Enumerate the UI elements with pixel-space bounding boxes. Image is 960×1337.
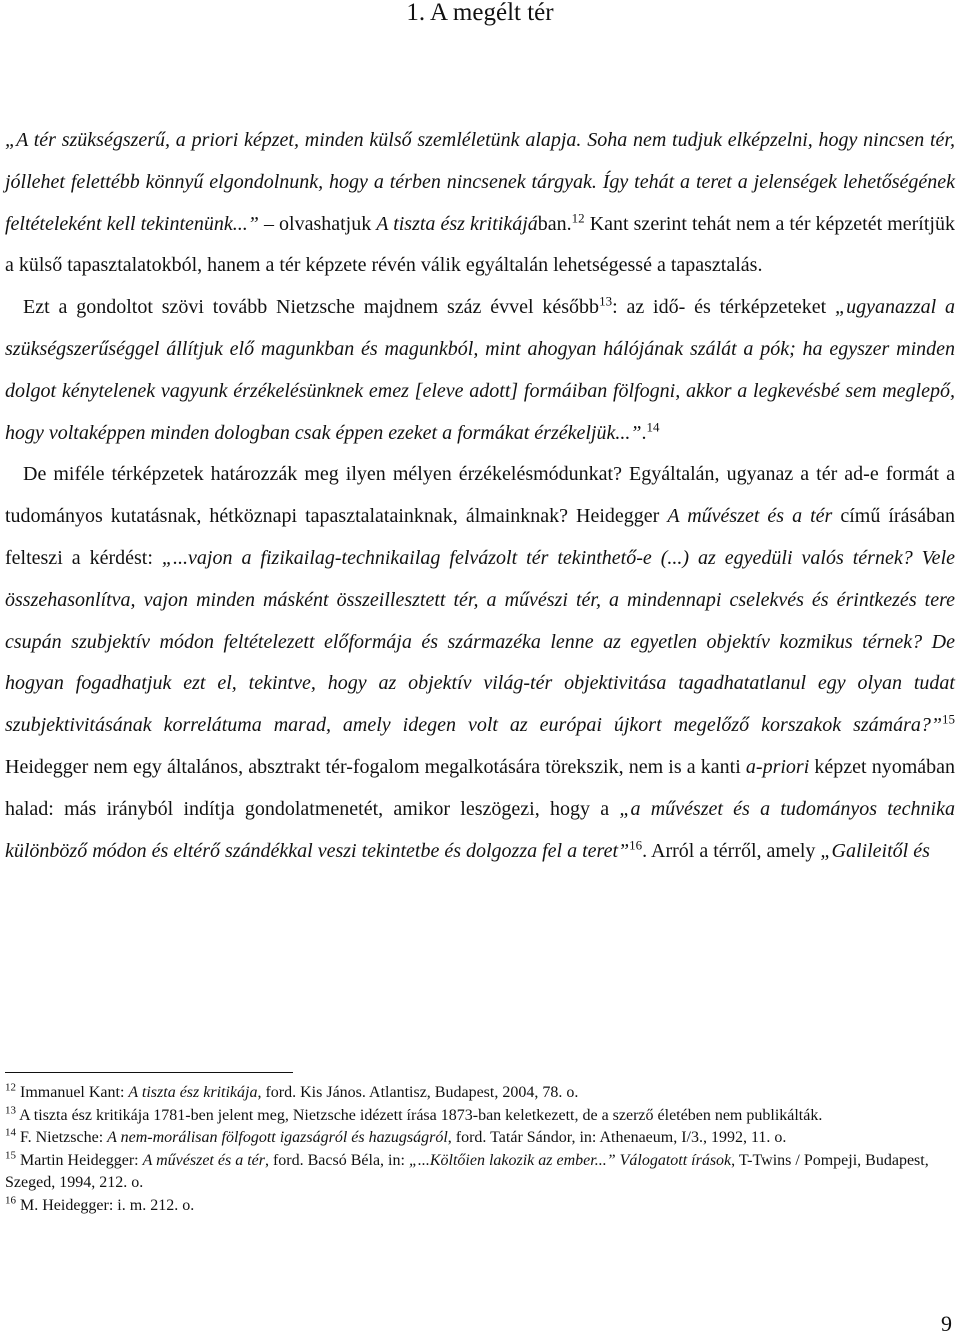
essay-title: A művészet és a tér [667, 505, 833, 528]
page-number: 9 [941, 1311, 952, 1336]
paragraph-2: Ezt a gondoltot szövi tovább Nietzsche majdnem száz évvel később$^{13}$: az idő- és térképzeteket „ugyanazzal a szükségszerűséggel állítjuk elő magunkban és magunkból, mint ahogyan hálójának szálát a pók; ha egyszer minden dolgot kénytelenek vagyunk érzékelésünknek emez [eleve adott] formáiban fölfogni, akkor a legkevésbé sem meglepő, hogy voltaképpen minden dologban csak éppen ezeket a formákat érzékeljük...”.$^{14}$ [5, 293, 956, 444]
main-text [5, 120, 955, 872]
footnote-12: $^{12}$ Immanuel Kant: A tiszta ész kritikája, ford. Kis János. Atlantisz, Budapest, 2004, 78. o. [5, 1081, 579, 1101]
footnote-separator [5, 1072, 293, 1073]
footnote-13: $^{13}$ A tiszta ész kritikája 1781-ben jelent meg, Nietzsche idézett írása 1873-ban keletkezett, de a szerző életében nem publikálták. [5, 1104, 823, 1124]
paragraph-1: „A tér szükségszerű, a priori képzet, minden külső szemléletünk alapja. Soha nem tudjuk elképzelni, hogy nincsen tér, jóllehet felettébb könnyű elgondolnunk, hogy a térben nincsenek tárgyak. Így tehát a teret a jelenségek lehetőségének feltételeként kell tekintenünk...” – olvashatjuk A tiszta ész kritikájában.$^{12}$ Kant szerint tehát nem a tér képzetét merítjük a külső tapasztalatokból, hanem a tér képzete révén válik egyáltalán lehetségessé a tapasztalás. [5, 129, 955, 277]
book-title: A tiszta ész kritikájá [376, 212, 538, 235]
footnote-ref-15: 15 [942, 711, 955, 727]
heidegger-quote-2: „a művészet és a tudományos technika különböző módon és eltérő szándékkal veszi tekintetbe és dolgozza fel a teret” [5, 797, 955, 862]
chapter-title: 1. A megélt tér [406, 0, 554, 26]
kant-quote: „A tér szükségszerű, a priori képzet, minden külső szemléletünk alapja. Soha nem tudjuk elképzelni, hogy nincsen tér, jóllehet felettébb könnyű elgondolnunk, hogy a térben nincsenek tárgyak. Így tehát a teret a jelenségek lehetőségének feltételeként kell tekintenünk...” [5, 129, 955, 235]
footnote-ref-16: 16 [629, 836, 643, 852]
heidegger-quote: „...vajon a fizikailag-technikailag felvázolt tér tekinthető-e (...) az egyedüli valós térnek? Vele összehasonlítva, vajon minden másként összeillesztett tér, a művészi tér, a mindennapi cselekvés és érintkezés tere csupán szubjektív módon feltételezett előformája és származéka lenne az egyetlen objektív kozmikus térnek? De hogyan fogadhatjuk ezt el, tekintve, hogy az objektív világ-tér objektivitása tagadhatatlanul egy olyan tudat szubjektivitásának korrelátuma marad, amely idegen volt az európai újkort megelőző korszakok számára?” [5, 546, 955, 737]
footnote-ref-13: 13 [599, 293, 613, 309]
footnote-14: $^{14}$ F. Nietzsche: A nem-morálisan fölfogott igazságról és hazugságról, ford. Tatár Sándor, in: Athenaeum, I/3., 1992, 11. o. [5, 1126, 787, 1146]
paragraph-3: De miféle térképzetek határozzák meg ilyen mélyen érzékelésmódunkat? Egyáltalán, ugyanaz a tér ad-e formát a tudományos kutatásnak, hétköznapi tapasztalatainknak, álmainknak? Heidegger A művészet és a tér című írásában felteszi a kérdést: „...vajon a fizikailag-technikailag felvázolt tér tekinthető-e (...) az egyedüli valós térnek? Vele összehasonlítva, vajon minden másként összeillesztett tér, a művészi tér, a mindennapi cselekvés és érintkezés tere csupán szubjektív módon feltételezett előformája és származéka lenne az egyetlen objektív kozmikus térnek? De hogyan fogadhatjuk ezt el, tekintve, hogy az objektív világ-tér objektivitása tagadhatatlanul egy olyan tudat szubjektivitásának korrelátuma marad, amely idegen volt az európai újkort megelőző korszakok számára?”$^{15}$ Heidegger nem egy általános, absztrakt tér-fogalom megalkotására törekszik, nem is a kanti a-priori képzet nyomában halad: más irányból indítja gondolatmenetét, amikor leszögezi, hogy a „a művészet és a tudományos technika különböző módon és eltérő szándékkal veszi tekintetbe és dolgozza fel a teret”$^{16}$. Arról a térről, amely „Galileitől és [5, 463, 956, 862]
footnotes [5, 1082, 955, 1217]
footnote-16: $^{16}$ M. Heidegger: i. m. 212. o. [5, 1194, 195, 1214]
footnote-ref-14: 14 [646, 418, 660, 434]
footnote-ref-12: 12 [571, 209, 585, 225]
footnote-15: $^{15}$ Martin Heidegger: A művészet és a tér, ford. Bacsó Béla, in: „...Költőien lakozik az ember...” Válogatott írások, T-Twins / Pompeji, Budapest, Szeged, 1994, 212. o. [5, 1149, 929, 1191]
nietzsche-quote: „ugyanazzal a szükségszerűséggel állítjuk elő magunkban és magunkból, mint ahogyan hálójának szálát a pók; ha egyszer minden dolgot kénytelenek vagyunk érzékelésünknek emez [eleve adott] formáiban fölfogni, akkor a legkevésbé sem meglepő, hogy voltaképpen minden dologban csak éppen ezeket a formákat érzékeljük...” [5, 296, 956, 444]
